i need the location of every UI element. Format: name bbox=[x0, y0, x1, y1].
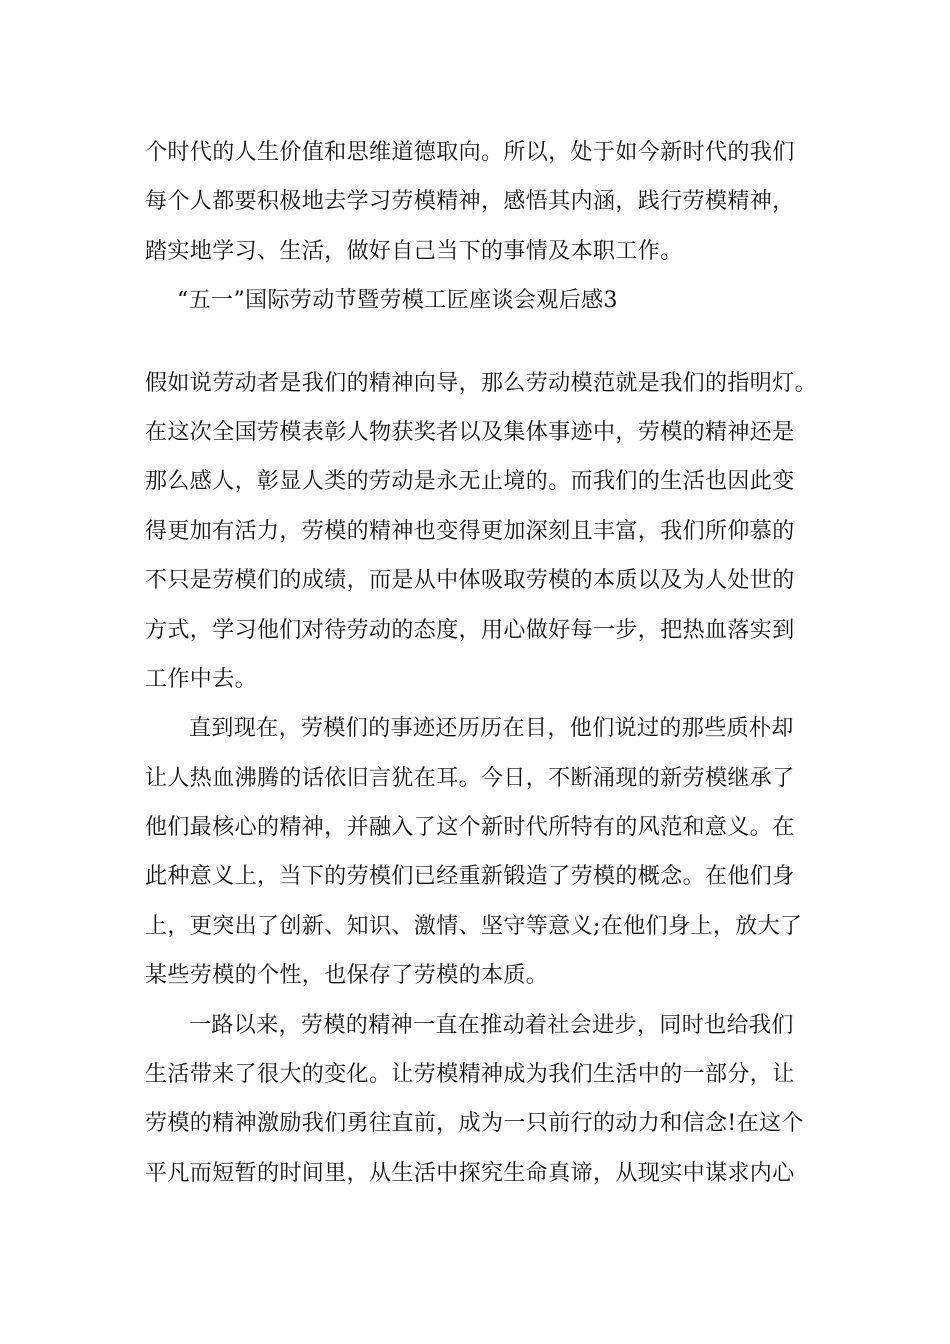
text-line: 劳模的精神激励我们勇往直前，成为一只前行的动力和信念!在这个 bbox=[145, 1111, 804, 1137]
text-line: 他们最核心的精神，并融入了这个新时代所特有的风范和意义。在 bbox=[145, 815, 795, 841]
paragraph-3 bbox=[145, 704, 815, 1000]
text-line: 此种意义上，当下的劳模们已经重新锻造了劳模的概念。在他们身 bbox=[145, 864, 795, 890]
paragraph-4 bbox=[145, 1001, 815, 1199]
text-line: 不只是劳模们的成绩，而是从中体吸取劳模的本质以及为人处世的 bbox=[145, 568, 795, 594]
text-line: 假如说劳动者是我们的精神向导，那么劳动模范就是我们的指明灯。 bbox=[145, 370, 818, 396]
text-line: 生活带来了很大的变化。让劳模精神成为我们生活中的一部分，让 bbox=[145, 1062, 795, 1088]
text-line: 上，更突出了创新、知识、激情、坚守等意义;在他们身上，放大了 bbox=[145, 913, 803, 939]
text-line: 在这次全国劳模表彰人物获奖者以及集体事迹中，劳模的精神还是 bbox=[145, 419, 795, 445]
text-line: 踏实地学习、生活，做好自己当下的事情及本职工作。 bbox=[145, 238, 683, 264]
spacer bbox=[145, 326, 815, 359]
document-body bbox=[145, 128, 818, 1198]
text-line: 让人热血沸腾的话依旧言犹在耳。今日，不断涌现的新劳模继承了 bbox=[145, 765, 795, 791]
text-line: 每个人都要积极地去学习劳模精神，感悟其内涵，践行劳模精神， bbox=[145, 189, 795, 215]
text-line: 平凡而短暂的时间里，从生活中探究生命真谛，从现实中谋求内心 bbox=[145, 1160, 795, 1186]
text-line: 某些劳模的个性，也保存了劳模的本质。 bbox=[145, 963, 549, 989]
text-line: 那么感人，彰显人类的劳动是永无止境的。而我们的生活也因此变 bbox=[145, 469, 795, 495]
text-line: 一路以来，劳模的精神一直在推动着社会进步，同时也给我们 bbox=[189, 1012, 794, 1038]
text-line: 直到现在，劳模们的事迹还历历在目，他们说过的那些质朴却 bbox=[189, 716, 794, 742]
section-heading: “五一”国际劳动节暨劳模工匠座谈会观后感3 bbox=[177, 288, 618, 314]
text-line: 个时代的人生价值和思维道德取向。所以，处于如今新时代的我们 bbox=[145, 140, 795, 165]
text-line: 方式，学习他们对待劳动的态度，用心做好每一步，把热血落实到 bbox=[145, 617, 795, 643]
text-line: 得更加有活力，劳模的精神也变得更加深刻且丰富，我们所仰慕的 bbox=[145, 518, 795, 544]
paragraph-1 bbox=[145, 128, 815, 276]
text-line: 工作中去。 bbox=[145, 666, 258, 692]
paragraph-2 bbox=[145, 359, 818, 705]
